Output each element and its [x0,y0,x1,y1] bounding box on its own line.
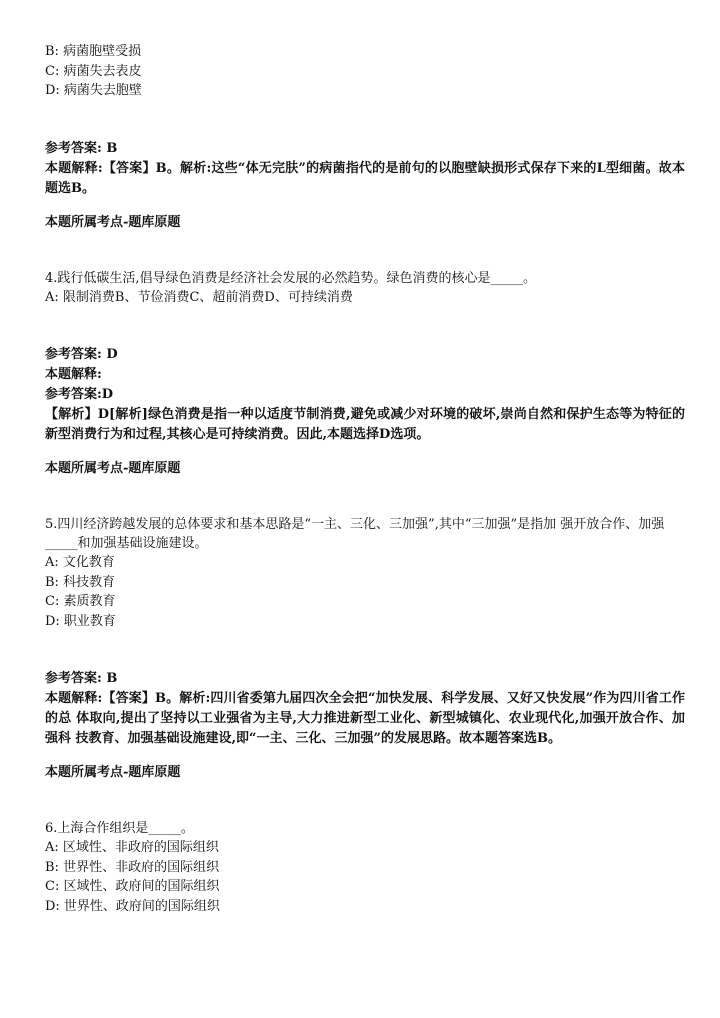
source-note: 本题所属考点-题库原题 [45,214,181,230]
question-3 [45,42,685,233]
option-c: C: 素质教育 [45,594,116,609]
option-c: C: 病菌失去表皮 [45,63,142,79]
question-text: 4.践行低碳生活,倡导绿色消费是经济社会发展的必然趋势。绿色消费的核心是_____。 [45,270,537,286]
question-4 [45,269,685,480]
source-note: 本题所属考点-题库原题 [45,765,181,780]
option-b: B: 科技教育 [45,574,116,590]
answer: 参考答案: B [45,140,118,156]
question-text: 5.四川经济跨越发展的总体要求和基本思路是“一主、三化、三加强”,其中“三加强”是指加 强开放合作、加强_____和加强基础设施建设。 [45,517,665,551]
analysis: 【解析】D[解析]绿色消费是指一种以适度节制消费,避免或减少对环境的破坏,崇尚自然和保护生态等为特征的新型消费行为和过程,其核心是可持续消费。因此,本题选择D选项。 [45,407,685,442]
question-text: 6.上海合作组织是_____。 [45,821,194,836]
option-a: A: 区域性、非政府的国际组织 [45,840,219,855]
explanation: 本题解释:【答案】B。解析:四川省委第九届四次全会把“加快发展、科学发展、又好又快发展”作为四川省工作的总 体取向,提出了坚持以工业强省为主导,大力推进新型工业化、新型城镇化、农业现代化,加强开放合作、加强科 技教育、加强基础设施建设,即“一主、三化、三加强”的发展思路。故本题答案选B。 [45,691,685,746]
option-d: D: 病菌失去胞壁 [45,83,142,98]
answer-repeat: 参考答案:D [45,387,114,402]
source-note: 本题所属考点-题库原题 [45,461,181,476]
explanation: 本题解释:【答案】B。解析:这些“体无完肤”的病菌指代的是前句的以胞壁缺损形式保存下来的L型细菌。故本题选B。 [45,160,685,196]
document-page [45,42,685,916]
option-d: D: 世界性、政府间的国际组织 [45,898,220,914]
option-b: B: 病菌胞壁受损 [45,44,142,59]
answer: 参考答案: D [45,347,118,362]
question-5 [45,515,685,783]
option-b: B: 世界性、非政府的国际组织 [45,859,220,875]
explanation-label: 本题解释: [45,367,102,382]
question-6 [45,819,685,916]
options-line: A: 限制消费B、节俭消费C、超前消费D、可持续消费 [45,289,353,305]
answer: 参考答案: B [45,671,118,686]
option-c: C: 区域性、政府间的国际组织 [45,879,220,894]
option-d: D: 职业教育 [45,613,116,629]
option-a: A: 文化教育 [45,555,115,570]
